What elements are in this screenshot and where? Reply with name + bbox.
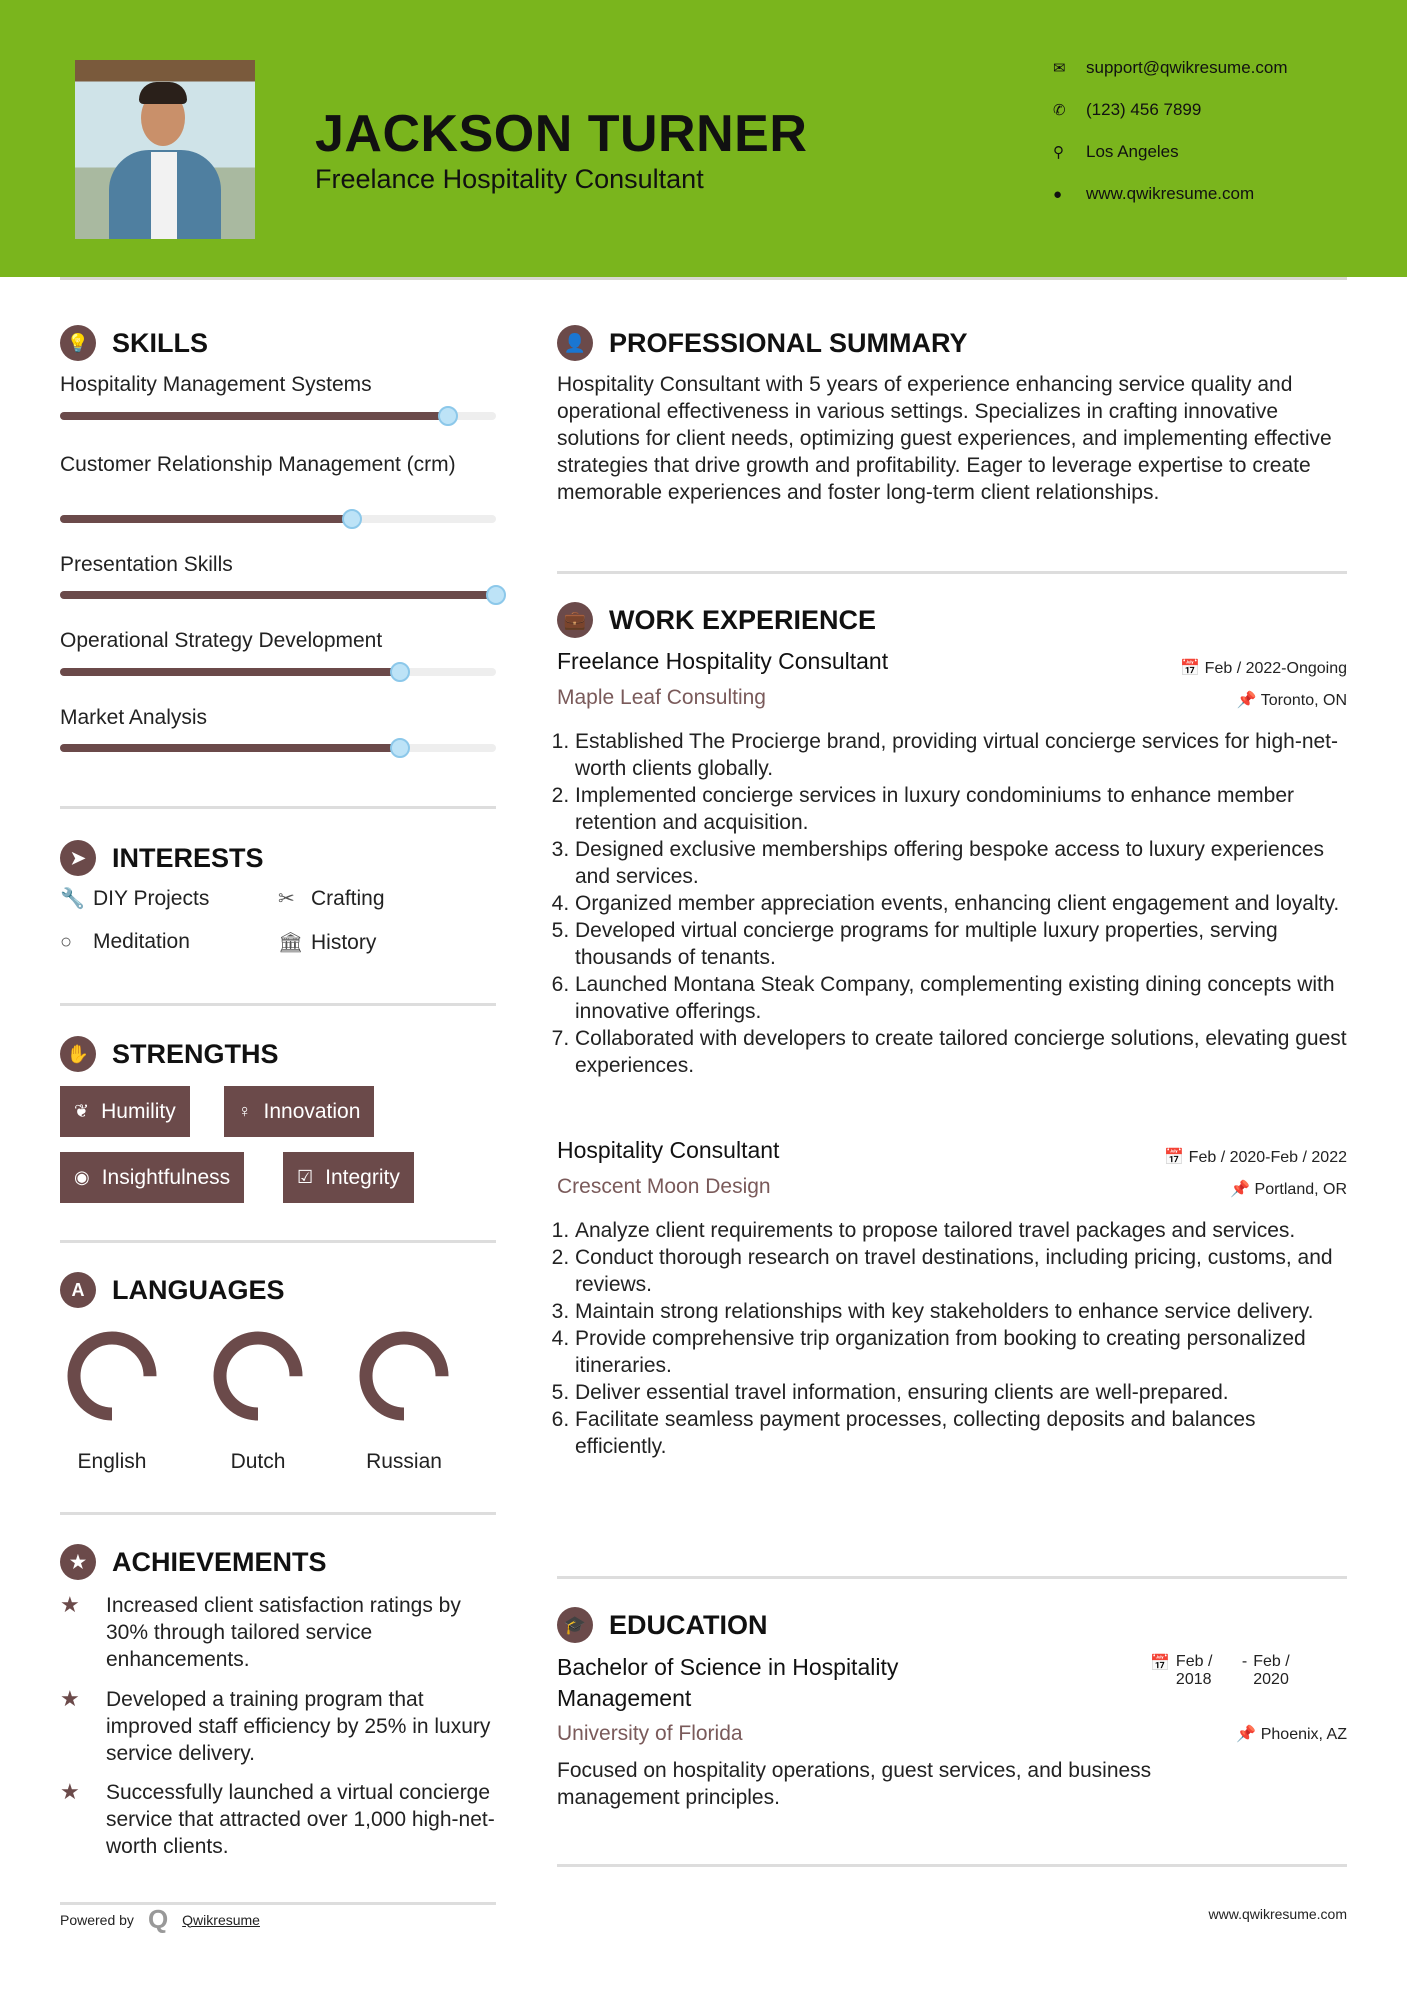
achievements-heading: ★ ACHIEVEMENTS [60,1544,327,1580]
job-bullet: 1. Established The Procierge brand, providing virtual concierge services for high-net-worth clients globally. [575,728,1347,782]
paper-plane-icon: ➤ [60,840,96,876]
job-bullet: 4. Organized member appreciation events, enhancing client engagement and loyalty. [575,890,1347,917]
language-level-ring [354,1326,454,1426]
language-level-ring [208,1326,308,1426]
leaf-icon: ❦ [74,1101,90,1121]
header-divider [60,277,1347,280]
phone-icon: ✆ [1053,102,1066,119]
star-icon: ★ [60,1592,80,1617]
strength-tag: ❦ Humility [60,1086,190,1137]
school: University of Florida [557,1722,743,1745]
languages-heading: A LANGUAGES [60,1272,285,1308]
hand-icon: ✋ [60,1036,96,1072]
divider [557,1864,1347,1867]
candidate-title: Freelance Hospitality Consultant [315,164,704,194]
pin-icon: 📌 [1236,1726,1261,1743]
job-bullet: 7. Collaborated with developers to create tailored concierge solutions, elevating guest experiences. [575,1025,1347,1079]
skill-label: Operational Strategy Development [60,629,383,652]
strength-tag: ◉ Insightfulness [60,1152,244,1203]
strength-tag: ☑ Integrity [283,1152,414,1203]
language-label: Russian [366,1450,442,1473]
check-square-icon: ☑ [297,1167,314,1187]
graduation-icon: 🎓 [557,1607,593,1643]
job-bullet: 1. Analyze client requirements to propose tailored travel packages and services. [575,1217,1347,1244]
divider [60,1240,496,1243]
work-heading: 💼 WORK EXPERIENCE [557,602,876,638]
job-bullet: 3. Maintain strong relationships with key stakeholders to enhance service delivery. [575,1298,1347,1325]
skills-heading: 💡 SKILLS [60,325,208,361]
powered-by: Powered by Q Qwikresume [60,1904,260,1934]
job-location: 📌 Portland, OR [1230,1181,1347,1198]
skill-bar [60,744,496,752]
calendar-icon: 📅 [1164,1149,1189,1166]
strength-tag: ♀ Innovation [224,1086,374,1137]
contact-location: ⚲ Los Angeles [1053,142,1179,161]
interest-item: 🔧 DIY Projects [60,886,210,910]
degree: Bachelor of Science in Hospitality Management [557,1654,899,1711]
skill-bar [60,591,496,599]
divider [557,1576,1347,1579]
job-title: Freelance Hospitality Consultant [557,648,889,674]
envelope-icon: ✉ [1053,60,1066,77]
skill-level-knob [390,738,410,758]
skill-level-knob [438,406,458,426]
language-icon: A [60,1272,96,1308]
skill-label: Customer Relationship Management (crm) [60,453,456,476]
skill-label: Market Analysis [60,706,208,729]
achievement-item: ★ Successfully launched a virtual concierge service that attracted over 1,000 high-net-worth clients. [60,1779,495,1858]
briefcase-icon: 💼 [557,602,593,638]
education-dates: 📅 Feb / 2018 - Feb / 2020 [1150,1653,1290,1688]
language-level-ring [62,1326,162,1426]
footer-website[interactable]: www.qwikresume.com [1208,1906,1347,1922]
job-bullets [557,728,1347,1079]
pin-icon: 📌 [1236,692,1261,709]
summary-heading: 👤 PROFESSIONAL SUMMARY [557,325,968,361]
skill-bar [60,515,496,523]
job-bullet: 6. Launched Montana Steak Company, complementing existing dining concepts with innovative offerings. [575,971,1347,1025]
skill-level-knob [390,662,410,682]
job-dates: 📅 Feb / 2020-Feb / 2022 [1164,1149,1347,1166]
divider [60,1003,496,1006]
interest-item: 🏛 History [278,930,377,954]
calendar-icon: 📅 [1180,660,1205,677]
user-icon: 👤 [557,325,593,361]
divider [557,571,1347,574]
company: Crescent Moon Design [557,1175,771,1198]
star-badge-icon: ★ [60,1544,96,1580]
language-label: English [77,1450,147,1473]
education-description: Focused on hospitality operations, guest services, and business management principles. [557,1759,1152,1809]
globe-icon: ● [1053,185,1063,203]
skill-bar [60,412,496,420]
summary-text: Hospitality Consultant with 5 years of experience enhancing service quality and operational effectiveness in various settings. Specializes in crafting innovative solutions for client needs, optimizing guest experiences, and implementing effective strategies that drive growth and profitability. Eager to leverage expertise to create memorable experiences and foster long-term client relationships. [557,373,1332,504]
star-icon: ★ [60,1686,80,1711]
language-item [198,1326,318,1474]
achievement-item: ★ Developed a training program that improved staff efficiency by 25% in luxury service delivery. [60,1686,491,1765]
museum-icon: 🏛 [278,932,304,954]
job-bullet: 6. Facilitate seamless payment processes, collecting deposits and balances efficiently. [575,1406,1347,1460]
job-bullet: 2. Implemented concierge services in luxury condominiums to enhance member retention and acquisition. [575,782,1347,836]
contact-website[interactable]: ● www.qwikresume.com [1053,184,1255,203]
job-bullet: 4. Provide comprehensive trip organization from booking to creating personalized itineraries. [575,1325,1347,1379]
education-heading: 🎓 EDUCATION [557,1607,768,1643]
eye-icon: ◉ [74,1167,90,1187]
contact-phone: ✆ (123) 456 7899 [1053,100,1202,119]
skill-label: Presentation Skills [60,553,233,576]
skill-level-knob [486,585,506,605]
lightbulb-icon: 💡 [60,325,96,361]
lightbulb-icon: ♀ [238,1101,252,1121]
interest-item: ○ Meditation [60,930,190,953]
language-item [52,1326,172,1474]
skill-label: Hospitality Management Systems [60,373,372,396]
job-location: 📌 Toronto, ON [1236,692,1347,709]
language-item [344,1326,464,1474]
job-title: Hospitality Consultant [557,1137,780,1163]
star-icon: ★ [60,1779,80,1804]
skill-bar [60,668,496,676]
wrench-icon: 🔧 [60,888,85,910]
job-dates: 📅 Feb / 2022-Ongoing [1180,660,1347,677]
candidate-name: JACKSON TURNER [315,105,808,163]
qwikresume-link[interactable]: Qwikresume [182,1911,260,1928]
contact-email[interactable]: ✉ support@qwikresume.com [1053,58,1288,77]
strengths-heading: ✋ STRENGTHS [60,1036,279,1072]
job-bullet: 3. Designed exclusive memberships offering bespoke access to luxury experiences and services. [575,836,1347,890]
job-bullet: 5. Deliver essential travel information, ensuring clients are well-prepared. [575,1379,1347,1406]
interests-heading: ➤ INTERESTS [60,840,264,876]
scissors-icon: ✂ [278,888,295,910]
interest-item: ✂ Crafting [278,886,385,910]
job-bullets [557,1217,1347,1460]
language-label: Dutch [230,1450,286,1473]
map-pin-icon: ⚲ [1053,144,1064,161]
divider [60,806,496,809]
circle-icon: ○ [60,930,73,953]
pin-icon: 📌 [1230,1181,1255,1198]
achievement-item: ★ Increased client satisfaction ratings by 30% through tailored service enhancements. [60,1592,461,1671]
job-bullet: 2. Conduct thorough research on travel destinations, including pricing, customs, and reviews. [575,1244,1347,1298]
job-bullet: 5. Developed virtual concierge programs for multiple luxury properties, serving thousands of tenants. [575,917,1347,971]
profile-photo [75,60,255,239]
company: Maple Leaf Consulting [557,686,766,709]
skill-level-knob [342,509,362,529]
calendar-icon: 📅 [1150,1655,1170,1672]
education-location: 📌 Phoenix, AZ [1236,1726,1347,1743]
qwikresume-logo-icon: Q [147,1904,169,1934]
divider [60,1512,496,1515]
